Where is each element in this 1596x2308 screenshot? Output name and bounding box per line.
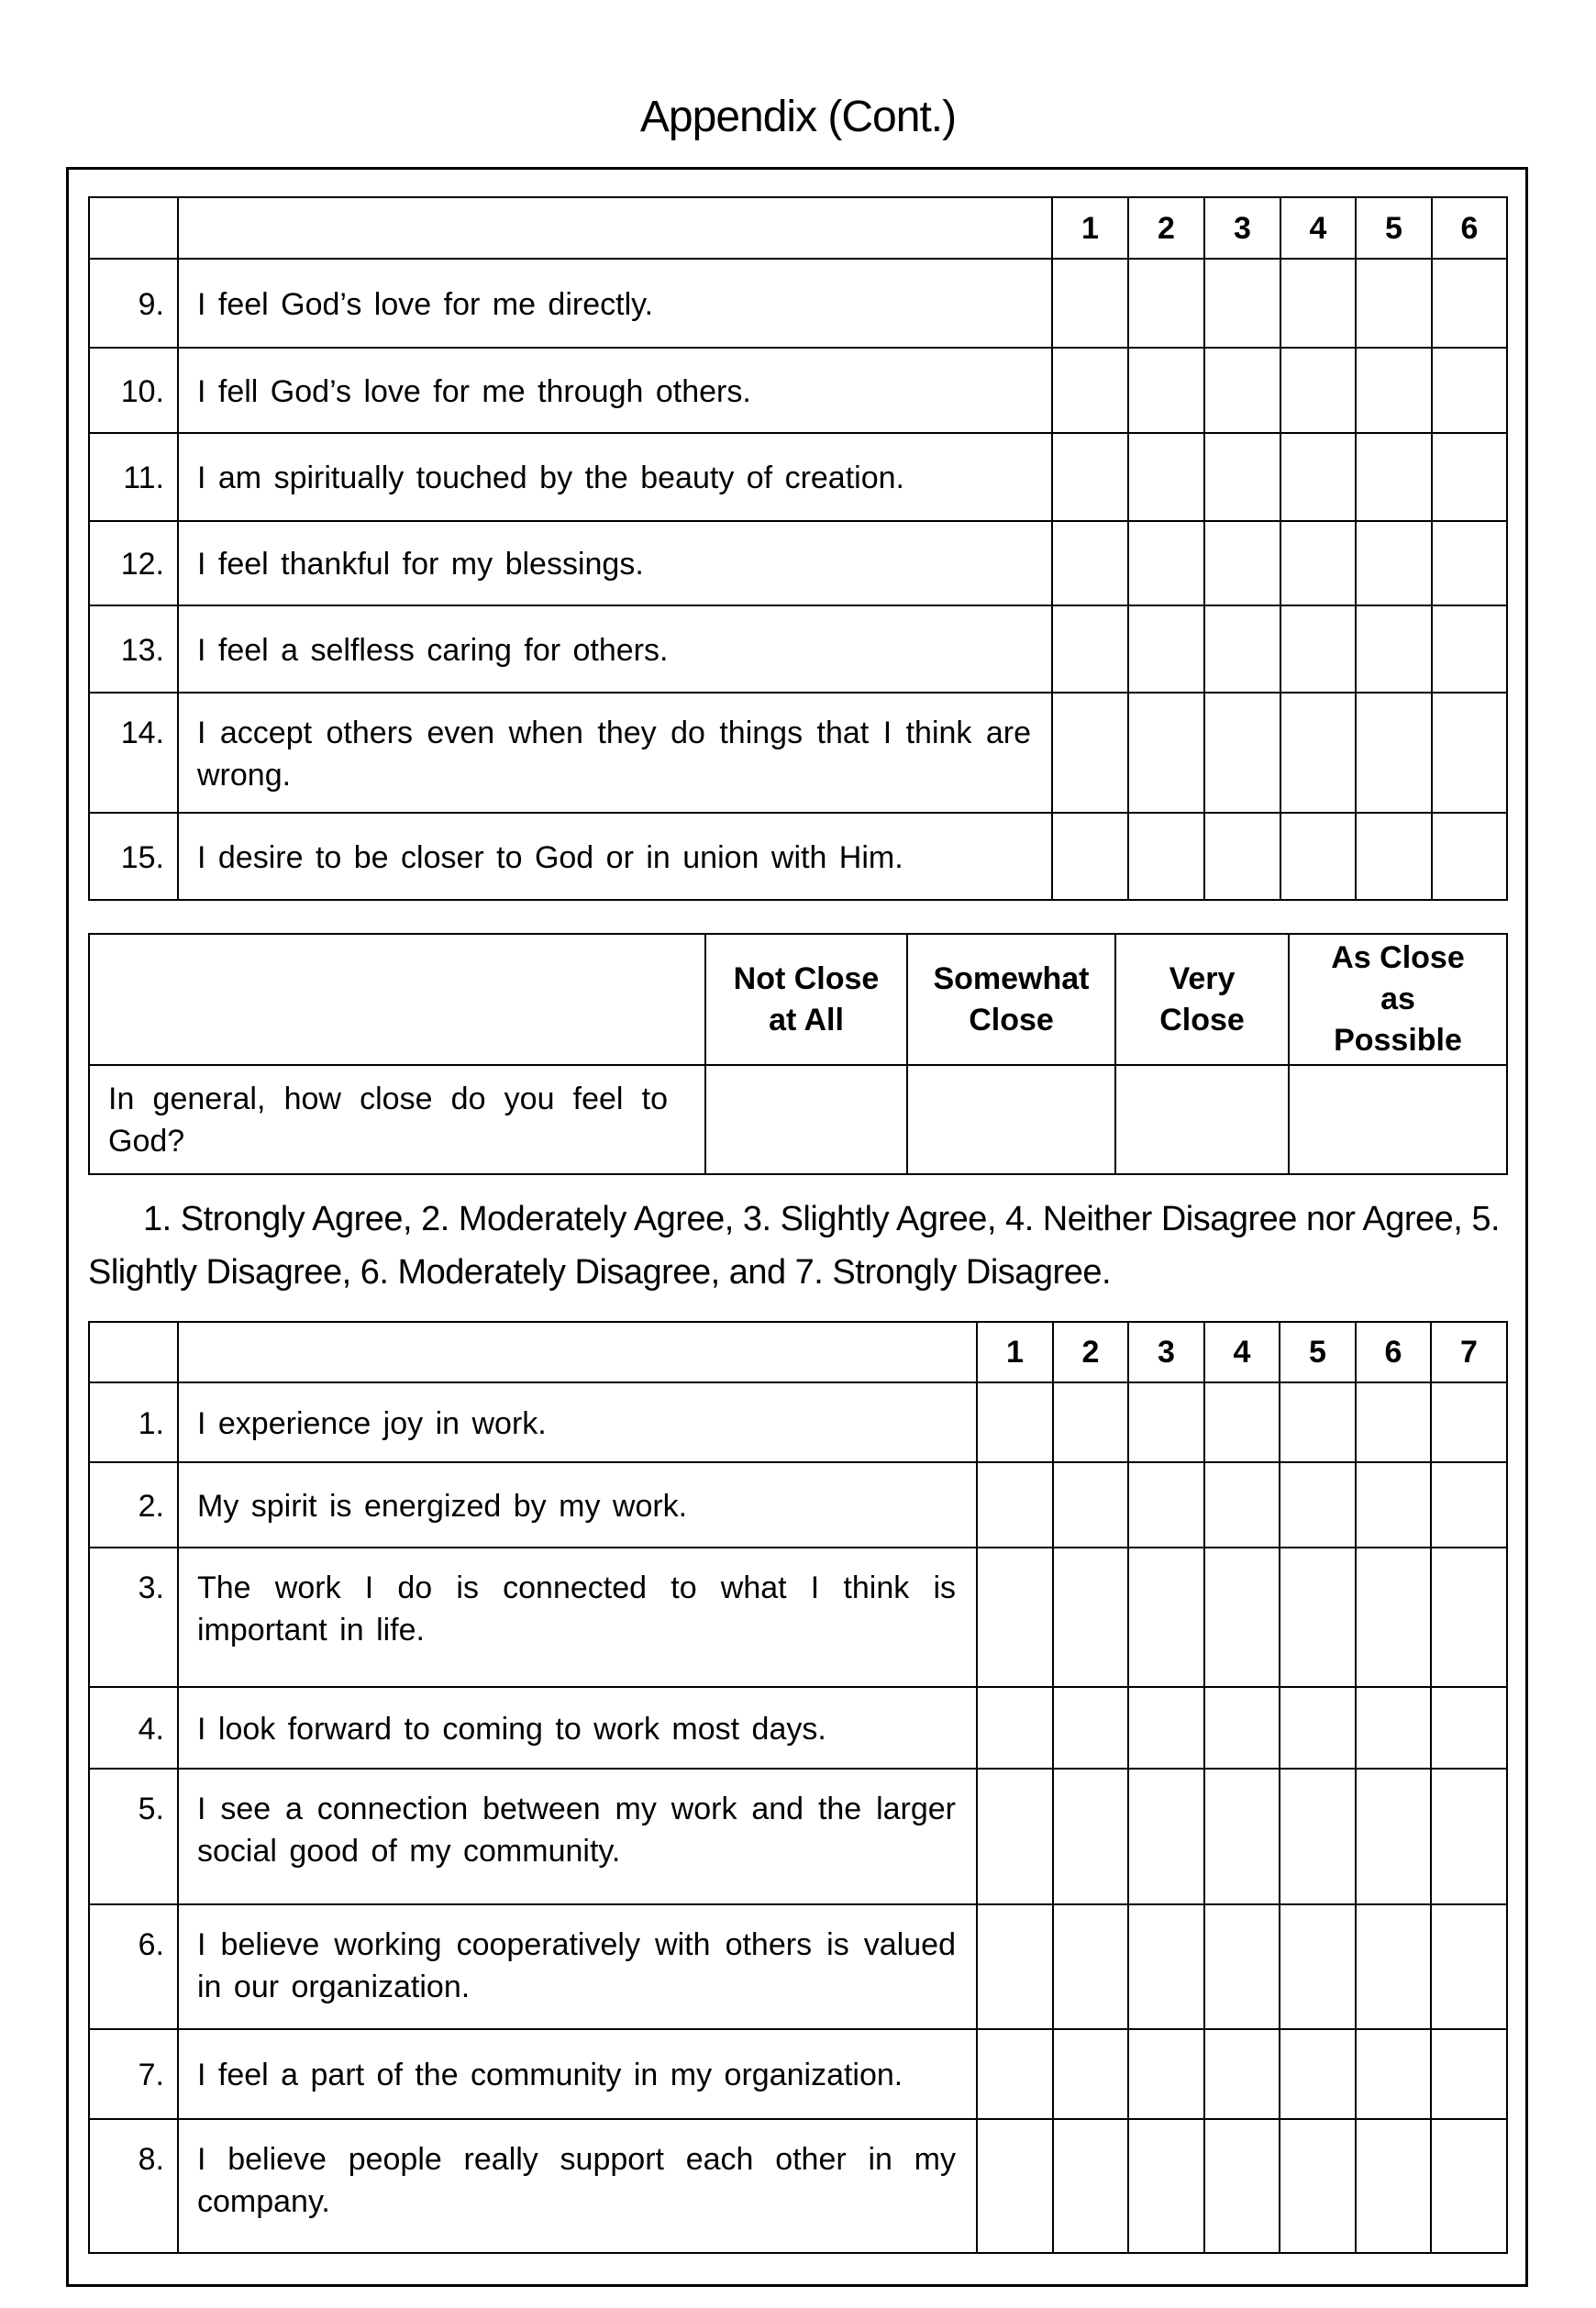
rating-cell[interactable] [1052, 433, 1128, 521]
rating-cell[interactable] [977, 1382, 1053, 1462]
rating-cell[interactable] [1356, 259, 1432, 348]
item-text: I feel a selfless caring for others. [178, 605, 1052, 693]
rating-cell[interactable] [977, 2029, 1053, 2119]
rating-cell[interactable] [1280, 605, 1356, 693]
rating-cell[interactable] [1356, 1462, 1431, 1548]
rating-cell[interactable] [977, 1548, 1053, 1687]
rating-cell[interactable] [1280, 2029, 1356, 2119]
option-header-very-close: Very Close [1115, 934, 1289, 1065]
rating-cell[interactable] [1432, 605, 1507, 693]
rating-cell[interactable] [1356, 1687, 1431, 1769]
item-text: The work I do is connected to what I think is important in life. [178, 1548, 977, 1687]
table-row [89, 521, 1507, 605]
rating-cell[interactable] [1356, 605, 1432, 693]
scale-header: 5 [1356, 197, 1432, 259]
table-row [89, 433, 1507, 521]
rating-cell[interactable] [1280, 1769, 1356, 1904]
item-text: I look forward to coming to work most days. [178, 1687, 977, 1769]
rating-cell[interactable] [1204, 348, 1280, 433]
rating-cell[interactable] [1052, 605, 1128, 693]
closeness-table [88, 933, 1508, 1175]
rating-cell[interactable] [1052, 259, 1128, 348]
rating-cell[interactable] [1128, 2119, 1204, 2253]
scale-header: 3 [1204, 197, 1280, 259]
rating-cell[interactable] [1053, 1462, 1128, 1548]
item-number: 15. [89, 813, 178, 900]
answer-cell[interactable] [1115, 1065, 1289, 1174]
item-number: 11. [89, 433, 178, 521]
rating-cell[interactable] [1204, 1382, 1280, 1462]
item-text: I see a connection between my work and the larger social good of my community. [178, 1769, 977, 1904]
item-number: 9. [89, 259, 178, 348]
table-row [89, 1462, 1507, 1548]
rating-cell[interactable] [1280, 1548, 1356, 1687]
rating-cell[interactable] [1204, 521, 1280, 605]
item-text: I feel a part of the community in my organization. [178, 2029, 977, 2119]
item-text: I fell God’s love for me through others. [178, 348, 1052, 433]
rating-cell[interactable] [1053, 1687, 1128, 1769]
table-header-row [89, 1322, 1507, 1382]
scale-header: 6 [1356, 1322, 1431, 1382]
item-number: 4. [89, 1687, 178, 1769]
rating-cell[interactable] [1356, 2029, 1431, 2119]
rating-cell[interactable] [1128, 693, 1204, 813]
scale-table-7 [88, 1321, 1508, 2254]
rating-cell[interactable] [1053, 1769, 1128, 1904]
rating-cell[interactable] [1356, 521, 1432, 605]
scale-header: 6 [1432, 197, 1507, 259]
rating-cell[interactable] [1053, 1904, 1128, 2029]
table-row [89, 693, 1507, 813]
rating-cell[interactable] [1204, 1904, 1280, 2029]
item-text: I am spiritually touched by the beauty of creation. [178, 433, 1052, 521]
rating-cell[interactable] [1431, 1382, 1507, 1462]
table-row [89, 1687, 1507, 1769]
rating-cell[interactable] [1432, 433, 1507, 521]
table-row [89, 1382, 1507, 1462]
header-blank-num [89, 1322, 178, 1382]
rating-cell[interactable] [1356, 1769, 1431, 1904]
item-number: 10. [89, 348, 178, 433]
rating-cell[interactable] [1128, 433, 1204, 521]
table-row [89, 1769, 1507, 1904]
table-header-row [89, 197, 1507, 259]
rating-cell[interactable] [1356, 433, 1432, 521]
rating-cell[interactable] [1432, 693, 1507, 813]
option-header-somewhat-close: Somewhat Close [907, 934, 1115, 1065]
table-row [89, 813, 1507, 900]
scale-table-6 [88, 196, 1508, 901]
rating-cell[interactable] [977, 1462, 1053, 1548]
scale-header: 1 [1052, 197, 1128, 259]
rating-cell[interactable] [1204, 1548, 1280, 1687]
scale-header: 2 [1053, 1322, 1128, 1382]
item-number: 14. [89, 693, 178, 813]
rating-cell[interactable] [1431, 1462, 1507, 1548]
table-header-row [89, 934, 1507, 1065]
rating-cell[interactable] [1053, 1382, 1128, 1462]
item-number: 13. [89, 605, 178, 693]
table-row [89, 348, 1507, 433]
rating-cell[interactable] [1432, 813, 1507, 900]
item-number: 12. [89, 521, 178, 605]
rating-cell[interactable] [1053, 2029, 1128, 2119]
answer-cell[interactable] [705, 1065, 907, 1174]
item-text: I desire to be closer to God or in union with Him. [178, 813, 1052, 900]
rating-cell[interactable] [977, 2119, 1053, 2253]
rating-cell[interactable] [1356, 813, 1432, 900]
table-row [89, 1904, 1507, 2029]
rating-cell[interactable] [1432, 348, 1507, 433]
rating-cell[interactable] [1204, 2029, 1280, 2119]
header-blank-text [178, 197, 1052, 259]
rating-cell[interactable] [1356, 693, 1432, 813]
rating-cell[interactable] [1431, 1904, 1507, 2029]
rating-cell[interactable] [1128, 259, 1204, 348]
header-blank-text [178, 1322, 977, 1382]
scale-header: 3 [1128, 1322, 1204, 1382]
rating-cell[interactable] [1356, 348, 1432, 433]
scale-header: 4 [1204, 1322, 1280, 1382]
rating-cell[interactable] [1204, 1462, 1280, 1548]
table-row [89, 2119, 1507, 2253]
rating-cell[interactable] [1204, 1687, 1280, 1769]
option-header-not-close: Not Close at All [705, 934, 907, 1065]
item-text: I accept others even when they do things that I think are wrong. [178, 693, 1052, 813]
rating-cell[interactable] [1431, 1548, 1507, 1687]
scale-header: 5 [1280, 1322, 1356, 1382]
rating-cell[interactable] [1204, 605, 1280, 693]
rating-cell[interactable] [1204, 259, 1280, 348]
item-text: I feel thankful for my blessings. [178, 521, 1052, 605]
rating-cell[interactable] [1280, 433, 1356, 521]
table-row [89, 259, 1507, 348]
scale-legend-text: 1. Strongly Agree, 2. Moderately Agree, 3. Slightly Agree, 4. Neither Disagree nor Agree, 5. Slightly Disagree, 6. Moderately Disagree, and 7. Strongly Disagree. [88, 1200, 1501, 1292]
rating-cell[interactable] [1432, 521, 1507, 605]
item-number: 6. [89, 1904, 178, 2029]
item-number: 1. [89, 1382, 178, 1462]
item-text: I experience joy in work. [178, 1382, 977, 1462]
rating-cell[interactable] [1128, 605, 1204, 693]
item-text: I feel God’s love for me directly. [178, 259, 1052, 348]
item-text: My spirit is energized by my work. [178, 1462, 977, 1548]
table-row [89, 2029, 1507, 2119]
rating-cell[interactable] [1204, 2119, 1280, 2253]
scale-header: 2 [1128, 197, 1204, 259]
rating-cell[interactable] [1280, 813, 1356, 900]
table-row [89, 1548, 1507, 1687]
rating-cell[interactable] [1356, 1904, 1431, 2029]
rating-cell[interactable] [1052, 348, 1128, 433]
rating-cell[interactable] [1128, 813, 1204, 900]
rating-cell[interactable] [1280, 1687, 1356, 1769]
rating-cell[interactable] [1052, 521, 1128, 605]
table-row [89, 605, 1507, 693]
rating-cell[interactable] [1356, 1382, 1431, 1462]
scale-legend [88, 1193, 1519, 1299]
rating-cell[interactable] [1432, 259, 1507, 348]
rating-cell[interactable] [1431, 2119, 1507, 2253]
page-title: Appendix (Cont.) [639, 93, 957, 141]
question-text: In general, how close do you feel to God? [89, 1065, 705, 1174]
rating-cell[interactable] [977, 1687, 1053, 1769]
rating-cell[interactable] [1280, 348, 1356, 433]
rating-cell[interactable] [1280, 693, 1356, 813]
rating-cell[interactable] [1128, 1548, 1204, 1687]
rating-cell[interactable] [1431, 1687, 1507, 1769]
rating-cell[interactable] [1053, 2119, 1128, 2253]
rating-cell[interactable] [1128, 1382, 1204, 1462]
rating-cell[interactable] [1280, 1462, 1356, 1548]
rating-cell[interactable] [1356, 1548, 1431, 1687]
rating-cell[interactable] [1052, 693, 1128, 813]
header-blank [89, 934, 705, 1065]
rating-cell[interactable] [1280, 1382, 1356, 1462]
rating-cell[interactable] [1280, 2119, 1356, 2253]
answer-cell[interactable] [907, 1065, 1115, 1174]
item-number: 5. [89, 1769, 178, 1904]
rating-cell[interactable] [977, 1904, 1053, 2029]
rating-cell[interactable] [1128, 1687, 1204, 1769]
rating-cell[interactable] [1280, 1904, 1356, 2029]
rating-cell[interactable] [1128, 2029, 1204, 2119]
rating-cell[interactable] [1431, 1769, 1507, 1904]
rating-cell[interactable] [1204, 1769, 1280, 1904]
rating-cell[interactable] [1204, 693, 1280, 813]
item-text: I believe working cooperatively with others is valued in our organization. [178, 1904, 977, 2029]
item-text: I believe people really support each other in my company. [178, 2119, 977, 2253]
option-header-as-close-as-possible: As Close as Possible [1289, 934, 1507, 1065]
header-blank-num [89, 197, 178, 259]
rating-cell[interactable] [1204, 813, 1280, 900]
scale-header: 1 [977, 1322, 1053, 1382]
answer-cell[interactable] [1289, 1065, 1507, 1174]
rating-cell[interactable] [1431, 2029, 1507, 2119]
rating-cell[interactable] [1052, 813, 1128, 900]
rating-cell[interactable] [1204, 433, 1280, 521]
scale-header: 7 [1431, 1322, 1507, 1382]
table-row [89, 1065, 1507, 1174]
rating-cell[interactable] [1280, 521, 1356, 605]
item-number: 7. [89, 2029, 178, 2119]
item-number: 2. [89, 1462, 178, 1548]
rating-cell[interactable] [1280, 259, 1356, 348]
rating-cell[interactable] [1356, 2119, 1431, 2253]
rating-cell[interactable] [1128, 348, 1204, 433]
scale-header: 4 [1280, 197, 1356, 259]
rating-cell[interactable] [1053, 1548, 1128, 1687]
rating-cell[interactable] [1128, 1769, 1204, 1904]
item-number: 8. [89, 2119, 178, 2253]
rating-cell[interactable] [1128, 1462, 1204, 1548]
item-number: 3. [89, 1548, 178, 1687]
rating-cell[interactable] [1128, 1904, 1204, 2029]
rating-cell[interactable] [1128, 521, 1204, 605]
rating-cell[interactable] [977, 1769, 1053, 1904]
